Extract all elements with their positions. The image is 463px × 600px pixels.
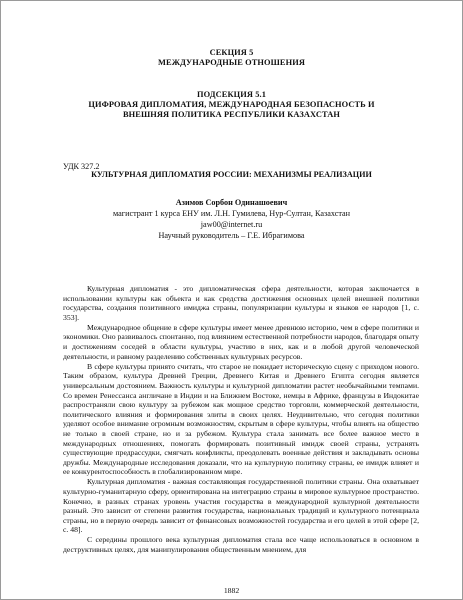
author-affiliation: магистрант 1 курса ЕНУ им. Л.Н. Гумилева, Нур-Султан, Казахстан [112, 209, 351, 218]
section-title: СЕКЦИЯ 5 [209, 48, 254, 57]
article-title: КУЛЬТУРНАЯ ДИПЛОМАТИЯ РОССИИ: МЕХАНИЗМЫ РЕАЛИЗАЦИИ [91, 170, 372, 179]
supervisor: Научный руководитель – Г.Е. Ибрагимова [158, 231, 305, 240]
subsection-title: ПОДСЕКЦИЯ 5.1 [196, 90, 267, 99]
paragraph: С середины прошлого века культурная дипломатия стала все чаще использоваться в основном в деструктивных целях, для манипулирования общественным мнением, для [63, 535, 419, 555]
udk-code: УДК 327.2 [63, 162, 100, 171]
subsection-line-2: ВНЕШНЯЯ ПОЛИТИКА РЕСПУБЛИКИ КАЗАХСТАН [122, 110, 341, 119]
author-email: jaw00@internet.ru [200, 220, 263, 229]
page-number: 1882 [223, 586, 240, 595]
paragraph: Культурная дипломатия - важная составляющая государственной политики страны. Она охватывает культурно-гуманитарную сферу, ориентирована на интеграцию страны в мировое культурное пространство. Конечно, в разных странах уровень участия государства в международной культурной деятельности разный. Это зависит от степени развития государства, национальных традиций и культурного потенциала страны, но в первую очередь зависит от финансовых возможностей государства и его целей в этой сфере [2, с. 48]. [63, 477, 419, 535]
author-name: Азимов Сорбон Одинашоевич [175, 198, 288, 207]
paragraph: В сфере культуры принято считать, что старое не покидает историческую сцену с приходом нового. Таким образом, культура Древней Греции, Древнего Китая и Древнего Египта сегодня является универсальным достоянием. Важность культуры и культурной дипломатии растет необычайными темпами. Со времен Ренессанса англичане в Индии и на Ближнем Востоке, немцы в Африке, французы в Индокитае распространяли свою культуру за рубежом как мощное средство торговли, коммерческой деятельности, политического влияния и формирования элиты в своих целях. Неудивительно, что сегодня политики уделяют особое внимание огромным возможностям, скрытым в сфере культуры, чтобы влиять на общество не только в своей стране, но и за рубежом. Культура стала занимать все более важное место в международных отношениях, помогать формировать позитивный имидж своей страны, устранять существующие предрассудки, смягчать конфликты, преодолевать военные действия и закладывать основы дружбы. Международные исследования доказали, что на культурную политику страны, ее имидж влияет и ее конкурентоспособность в глобализированном мире. [63, 361, 419, 477]
paragraph: Культурная дипломатия - это дипломатическая сфера деятельности, которая заключается в использовании культуры как объекта и как средства достижения основных целей внешней политики государства, создания позитивного имиджа страны, популяризации культуры и языков ее народов [1, с. 353]. [63, 284, 419, 322]
section-subtitle: МЕЖДУНАРОДНЫЕ ОТНОШЕНИЯ [158, 58, 305, 67]
subsection-line-1: ЦИФРОВАЯ ДИПЛОМАТИЯ, МЕЖДУНАРОДНАЯ БЕЗОПАСНОСТЬ И [88, 100, 375, 109]
paragraph: Международное общение в сфере культуры имеет менее древнюю историю, чем в сфере политики и экономики. Оно развивалось спонтанно, под влиянием естественной потребности народов, благодаря опыту и достижениям соседей в области культуры, участию в них, как и в любой другой человеческой деятельности, и равному разделению собственных культурных ресурсов. [63, 322, 419, 361]
article-body [63, 284, 419, 555]
